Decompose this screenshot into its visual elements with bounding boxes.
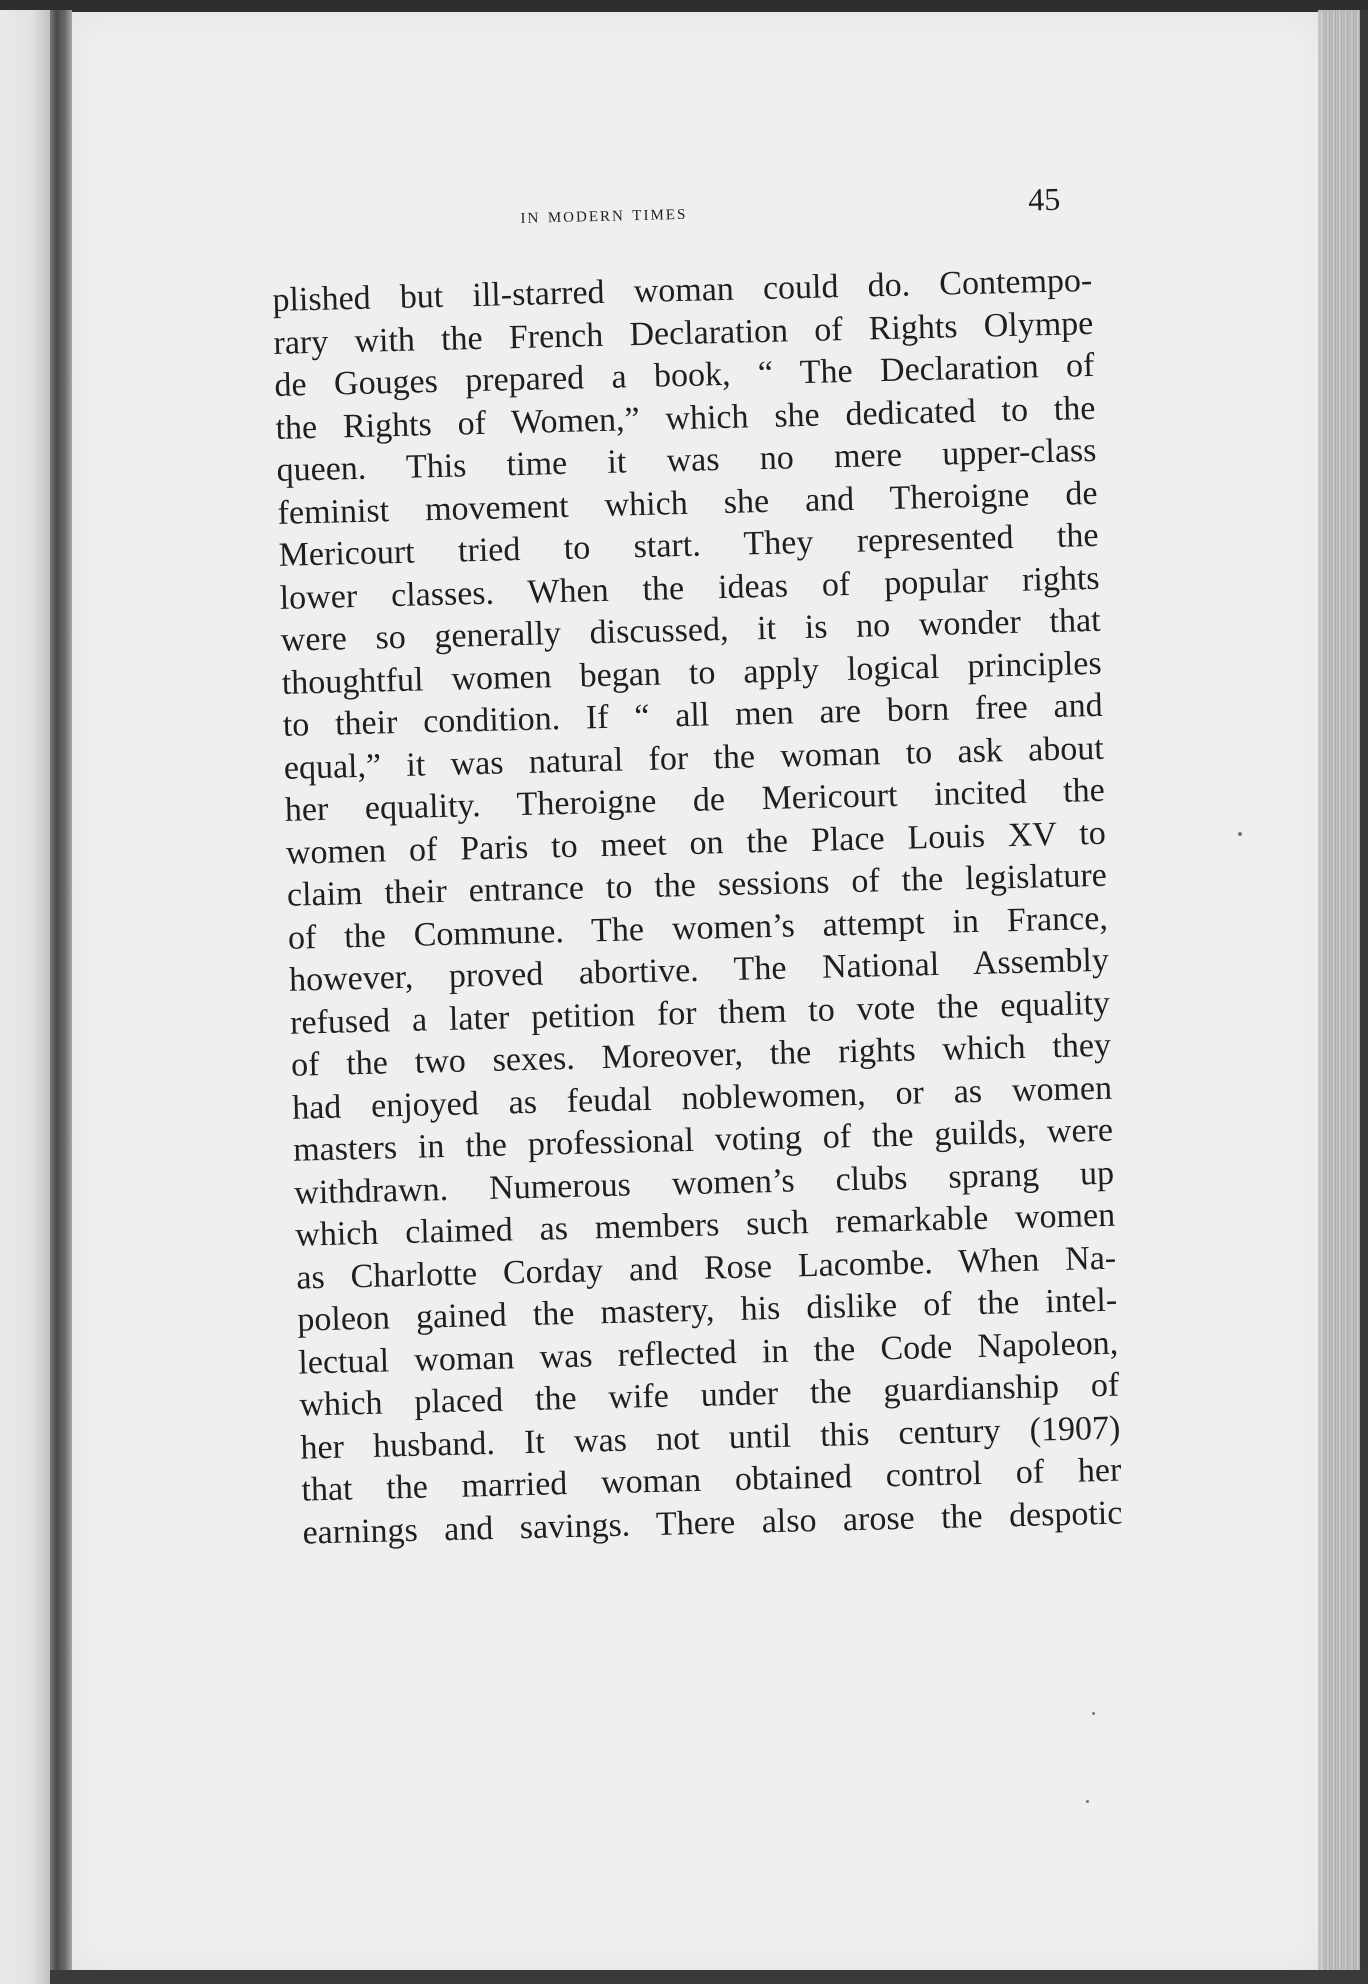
bottom-edge bbox=[50, 1970, 1368, 1984]
text-line: that the married woman obtained control of her bbox=[301, 1451, 1122, 1509]
dust-speck bbox=[1238, 832, 1242, 836]
text-line: to their condition. If “ all men are born free and bbox=[282, 686, 1104, 744]
text-line: had enjoyed as feudal noblewomen, or as women bbox=[291, 1069, 1113, 1127]
text-line: de Gouges prepared a book, “ The Declaration of bbox=[274, 346, 1095, 404]
text-line: feminist movement which she and Theroigne de bbox=[277, 474, 1098, 532]
left-page-edge bbox=[0, 10, 52, 1984]
book-gutter bbox=[50, 10, 72, 1984]
text-line: Mericourt tried to start. They represented the bbox=[278, 516, 1099, 574]
page-number: 45 bbox=[1027, 180, 1061, 218]
text-line: however, proved abortive. The National Assembly bbox=[288, 941, 1110, 999]
text-line: earnings and savings. There also arose the despotic bbox=[302, 1494, 1123, 1552]
text-line: of the two sexes. Moreover, the rights which they bbox=[290, 1026, 1112, 1084]
text-line: masters in the professional voting of the guilds, were bbox=[292, 1111, 1114, 1169]
text-line: equal,” it was natural for the woman to ask about bbox=[283, 729, 1105, 787]
dust-speck bbox=[1086, 1800, 1089, 1803]
text-line: withdrawn. Numerous women’s clubs sprang up bbox=[293, 1154, 1115, 1212]
text-line: of the Commune. The women’s attempt in France, bbox=[287, 899, 1109, 957]
text-line: which claimed as members such remarkable women bbox=[294, 1196, 1116, 1254]
text-line: thoughtful women began to apply logical principles bbox=[281, 644, 1103, 702]
text-line: poleon gained the mastery, his dislike of the intel- bbox=[296, 1281, 1118, 1339]
text-line: her husband. It was not until this century (1907) bbox=[300, 1409, 1121, 1467]
text-line: queen. This time it was no mere upper-class bbox=[276, 431, 1097, 489]
text-line: women of Paris to meet on the Place Louis XV to bbox=[285, 814, 1107, 872]
text-line: the Rights of Women,” which she dedicated to the bbox=[275, 389, 1096, 447]
text-line: were so generally discussed, it is no wonder that bbox=[280, 601, 1101, 659]
text-line: lectual woman was reflected in the Code Napoleon, bbox=[297, 1324, 1119, 1382]
text-line: rary with the French Declaration of Rights Olympe bbox=[273, 304, 1094, 362]
dust-speck bbox=[1092, 1712, 1095, 1715]
text-line: plished but ill-starred woman could do. Contempo- bbox=[272, 261, 1093, 319]
text-line: claim their entrance to the sessions of the legislature bbox=[286, 856, 1108, 914]
running-title: in modern times bbox=[520, 198, 688, 228]
text-line: as Charlotte Corday and Rose Lacombe. When Na- bbox=[295, 1239, 1117, 1297]
body-text bbox=[272, 260, 1123, 1555]
text-line: which placed the wife under the guardianship of bbox=[299, 1366, 1120, 1424]
page-stack-edge bbox=[1318, 10, 1368, 1984]
text-line: her equality. Theroigne de Mericourt incited the bbox=[284, 771, 1106, 829]
text-line: refused a later petition for them to vote the equality bbox=[289, 984, 1111, 1042]
page-content bbox=[270, 180, 1123, 1555]
text-line: lower classes. When the ideas of popular rights bbox=[279, 559, 1100, 617]
